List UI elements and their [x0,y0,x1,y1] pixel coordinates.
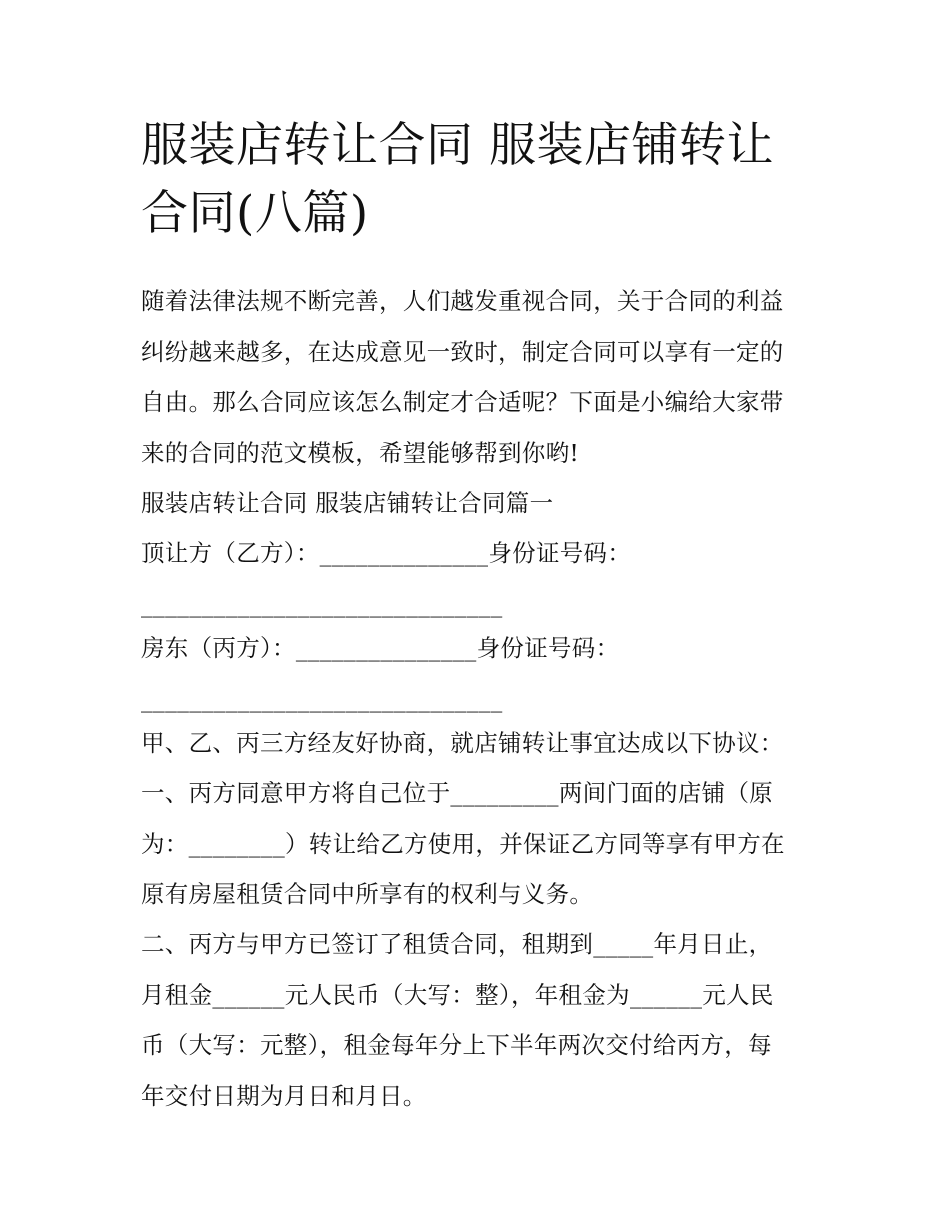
document-page [141,0,821,1229]
landlord-id-blank: ______________________________ [141,684,503,713]
clause-1-line: 为：________）转让给乙方使用，并保证乙方同等享有甲方在 [141,829,785,858]
section-heading-text: 服装店转让合同 服装店铺转让合同篇一 [141,489,554,517]
title-line-2: 合同(八篇) [141,186,369,241]
transferee-id-blank: ______________________________ [141,589,503,618]
clause-2 [141,919,821,1121]
landlord-info [141,623,821,724]
clause-1 [141,768,821,920]
clause-1-line: 原有房屋租赁合同中所享有的权利与义务。 [141,880,594,908]
intro-line: 来的合同的范文模板，希望能够帮到你哟! [141,438,580,467]
clause-2-line: 币（大写：元整），租金每年分上下半年两次交付给丙方，每 [141,1031,772,1059]
intro-line: 随着法律法规不断完善，人们越发重视合同，关于合同的利益 [141,287,784,315]
intro-paragraph [141,276,821,478]
intro-line: 纠纷越来越多，在达成意见一致时，制定合同可以享有一定的 [141,337,784,366]
agreement-intro-text: 甲、乙、丙三方经友好协商，就店铺转让事宜达成以下协议： [141,729,784,757]
clause-2-line: 年交付日期为月日和月日。 [141,1081,427,1110]
transferee-info [141,528,821,629]
document-title [141,112,821,248]
section-heading [141,478,821,529]
intro-line: 自由。那么合同应该怎么制定才合适呢？下面是小编给大家带 [141,388,784,416]
transferee-line: 顶让方（乙方）：______________身份证号码： [141,539,632,567]
clause-2-line: 月租金______元人民币（大写：整），年租金为______元人民 [141,980,774,1009]
title-line-1: 服装店转让合同 服装店铺转让 [141,118,774,173]
clause-2-line: 二、丙方与甲方已签订了租赁合同，租期到_____年月日止， [141,930,773,958]
agreement-intro [141,718,821,769]
clause-1-line: 一、丙方同意甲方将自己位于_________两间门面的店铺（原 [141,779,774,807]
landlord-line: 房东（丙方）：_______________身份证号码： [141,634,620,662]
